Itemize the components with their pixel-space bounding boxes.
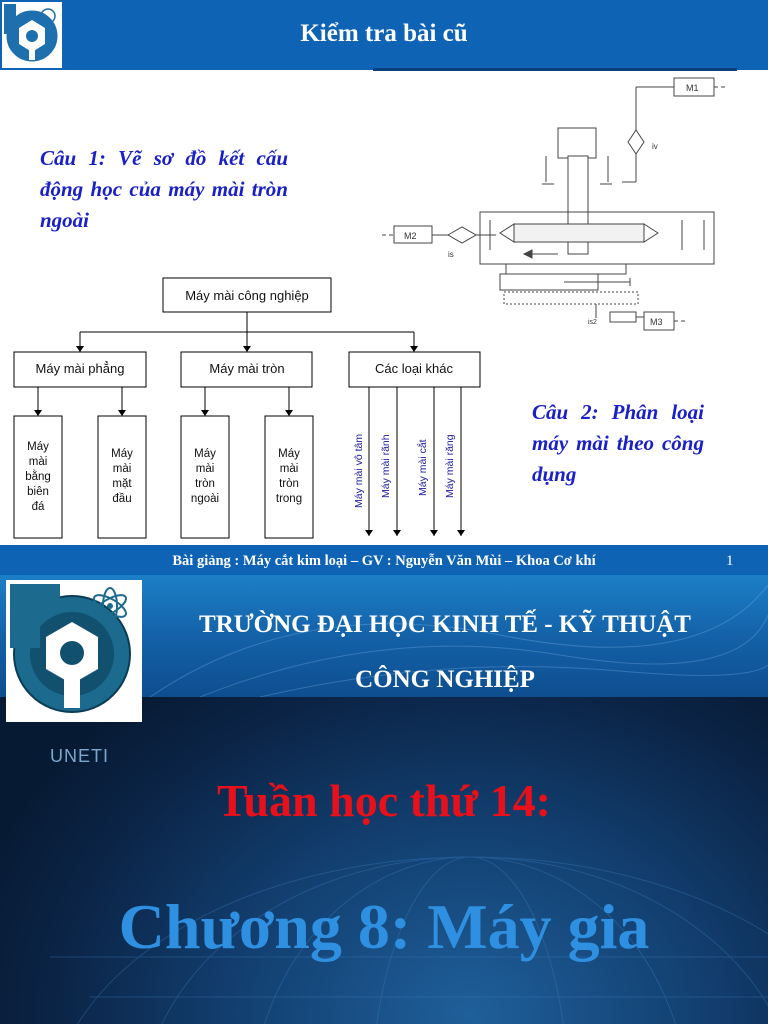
page-number: 1 xyxy=(726,553,734,569)
grinder-classification-tree xyxy=(0,270,520,545)
label-is2: is2 xyxy=(588,319,597,326)
leaf-mai-ranh: Máy mài rãnh xyxy=(380,434,392,498)
logo-uneti-text: UNETI xyxy=(50,746,109,766)
leaf-mai-bang-bien-da: Máy mài bằng biên đá xyxy=(25,441,51,513)
university-name-line2: CÔNG NGHIỆP xyxy=(355,666,535,693)
slide-title: Kiểm tra bài cũ xyxy=(300,20,468,47)
tree-branch-round: Máy mài tròn xyxy=(209,361,285,376)
tree-branch-other: Các loại khác xyxy=(374,361,454,376)
label-iv: iv xyxy=(652,142,658,151)
leaf-mai-vo-tam: Máy mài vô tâm xyxy=(353,433,365,508)
university-name xyxy=(130,597,760,707)
label-m1: M1 xyxy=(686,83,699,93)
leaf-mai-rang: Máy mài răng xyxy=(444,434,456,498)
globe-background xyxy=(0,697,768,1024)
label-is: is xyxy=(448,250,454,259)
leaf-mai-cat: Máy mài cắt xyxy=(417,439,429,496)
leaf-mai-mat-dau: Máy mài mặt đầu xyxy=(111,448,133,505)
week-heading: Tuần học thứ 14: xyxy=(217,775,551,826)
slide-header-bar xyxy=(0,0,768,70)
footer-lecture-info: Bài giảng : Máy cắt kim loại – GV : Nguyễn Văn Mùi – Khoa Cơ khí xyxy=(172,553,596,569)
chapter-heading: Chương 8: Máy gia xyxy=(118,891,650,962)
tree-branch-flat: Máy mài phẳng xyxy=(35,361,125,376)
university-name-line1: TRƯỜNG ĐẠI HỌC KINH TẾ - KỸ THUẬT xyxy=(199,611,691,638)
question-2: Câu 2: Phân loại máy mài theo công dụng xyxy=(532,400,704,486)
leaf-mai-tron-trong: Máy mài tròn trong xyxy=(275,448,303,505)
leaf-mai-tron-ngoai: Máy mài tròn ngoài xyxy=(190,448,220,505)
slide-footer xyxy=(0,545,768,575)
slide-title-week-14 xyxy=(0,575,768,1024)
uneti-logo-icon xyxy=(6,580,142,722)
header-divider xyxy=(373,68,737,71)
question-1: Câu 1: Vẽ sơ đồ kết cấu động học của máy mài tròn ngoài xyxy=(40,146,288,232)
label-m2: M2 xyxy=(404,231,417,241)
tree-root: Máy mài công nghiệp xyxy=(185,288,309,303)
label-m3: M3 xyxy=(650,317,663,327)
